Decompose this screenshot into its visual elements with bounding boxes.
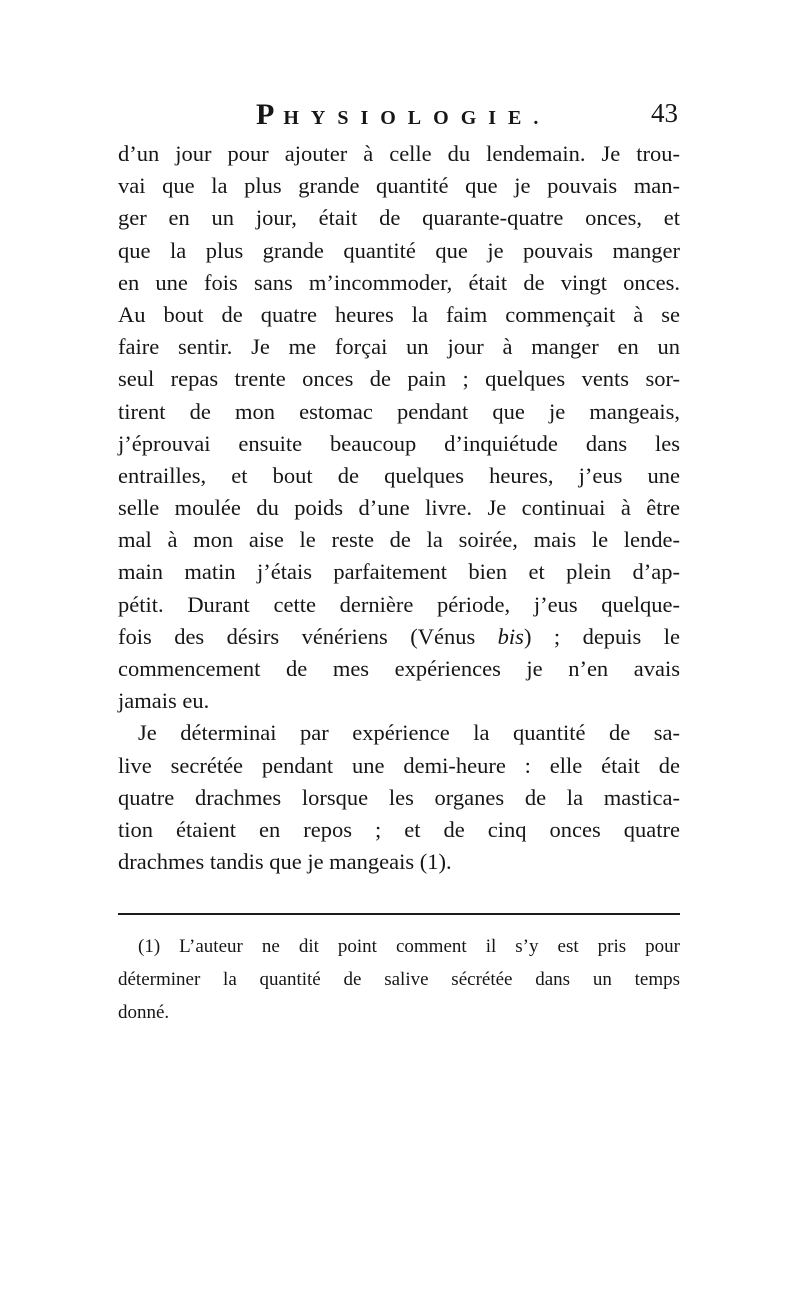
text-line: que la plus grande quantité que je pouvais manger	[118, 237, 680, 263]
text-line-venus-tail: ) ; depuis le	[523, 623, 680, 649]
running-head	[118, 98, 680, 132]
text-line: d’un jour pour ajouter à celle du lendemain. Je trou-	[118, 141, 680, 166]
body-text	[118, 138, 680, 878]
text-line-venus	[118, 621, 680, 653]
text-line: j’éprouvai ensuite beaucoup d’inquiétude dans les	[118, 430, 680, 456]
footnote-line: (1) L’auteur ne dit point comment il s’y est pris pour	[138, 936, 680, 957]
text-line: quatre drachmes lorsque les organes de la mastica-	[118, 784, 680, 810]
text-line: entrailles, et bout de quelques heures, j’eus une	[118, 462, 680, 488]
footnote-line: donné.	[118, 1002, 170, 1023]
running-title	[256, 98, 550, 132]
text-line: jamais eu.	[118, 688, 210, 714]
text-line: mal à mon aise le reste de la soirée, mais le lende-	[118, 527, 680, 553]
footnote	[118, 930, 680, 1029]
footnote-rule	[118, 913, 680, 915]
text-line: main matin j’étais parfaitement bien et plein d’ap-	[118, 559, 680, 585]
text-line: Au bout de quatre heures la faim commençait à se	[118, 301, 680, 327]
text-line: commencement de mes expériences je n’en avais	[118, 656, 680, 681]
text-line-venus-head: fois des désirs vénériens (Vénus	[118, 623, 476, 649]
text-line: tirent de mon estomac pendant que je mangeais,	[118, 398, 680, 424]
text-line: pétit. Durant cette dernière période, j’eus quelque-	[118, 591, 680, 617]
text-line: live secrétée pendant une demi-heure : elle était de	[118, 752, 680, 778]
italic-bis: bis	[497, 623, 524, 649]
running-title-rest: HYSIOLOGIE.	[283, 107, 551, 129]
text-line: drachmes tandis que je mangeais (1).	[118, 849, 452, 875]
text-line: en une fois sans m’incommoder, était de vingt onces.	[118, 269, 680, 295]
text-line: tion étaient en repos ; et de cinq onces quatre	[118, 816, 680, 842]
text-line: faire sentir. Je me forçai un jour à manger en un	[118, 334, 680, 360]
text-line: ger en un jour, était de quarante-quatre onces, et	[118, 205, 680, 231]
page-number: 43	[651, 98, 678, 128]
text-line: selle moulée du poids d’une livre. Je continuai à être	[118, 495, 680, 521]
text-line: Je déterminai par expérience la quantité de sa-	[138, 720, 680, 746]
text-line: vai que la plus grande quantité que je pouvais man-	[118, 173, 680, 199]
footnote-line: déterminer la quantité de salive sécrétée dans un temps	[118, 969, 680, 990]
text-line: seul repas trente onces de pain ; quelques vents sor-	[118, 366, 680, 392]
running-title-initial: P	[256, 98, 284, 131]
